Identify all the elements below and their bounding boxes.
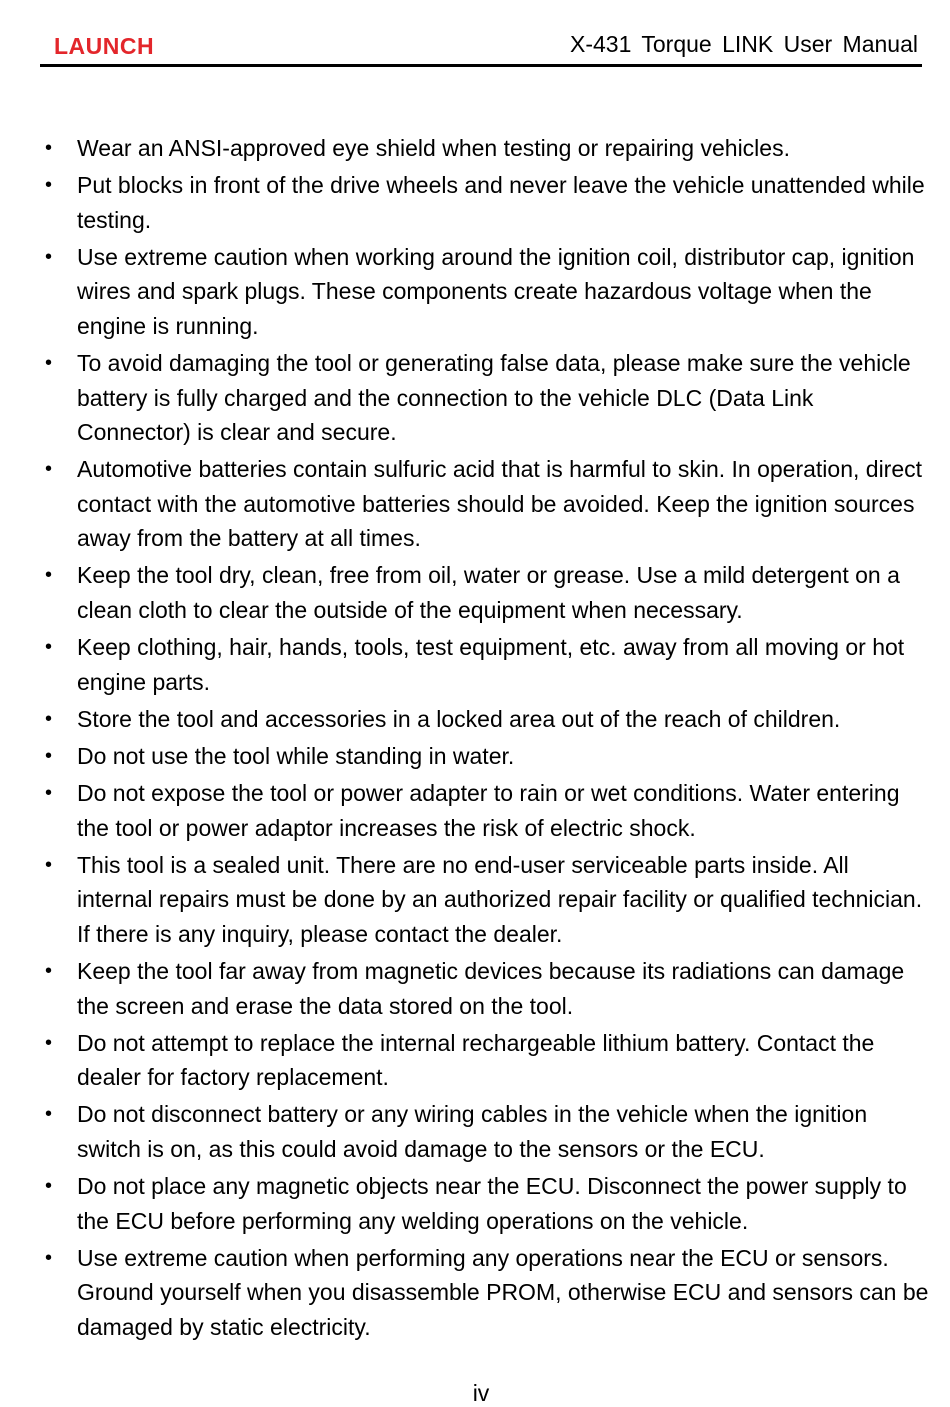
list-item-text: To avoid damaging the tool or generating false data, please make sure the vehicle battery is fully charged and the connection to the vehicle DLC (Data Link Connector) is clear and secure. [77,350,911,446]
list-item [0,702,950,737]
bullet-icon: • [45,745,53,767]
list-item-text: Keep the tool far away from magnetic devices because its radiations can damage the screen and erase the data stored on the tool. [77,958,905,1019]
list-item [0,630,950,699]
list-item [0,452,950,556]
bullet-icon: • [45,853,53,876]
list-item-text: Do not place any magnetic objects near the ECU. Disconnect the power supply to the ECU before performing any welding operations on the vehicle. [77,1173,907,1234]
list-item [0,558,950,627]
bullet-icon: • [45,636,53,659]
bullet-icon: • [45,1246,53,1269]
header-divider [40,64,922,67]
list-item [0,346,950,450]
list-item [0,168,950,237]
bullet-icon: • [45,1103,53,1126]
list-item [0,954,950,1023]
list-item [0,131,950,166]
bullet-icon: • [45,352,53,375]
list-item [0,1169,950,1238]
bullet-icon: • [45,1175,53,1198]
list-item-text: Wear an ANSI-approved eye shield when testing or repairing vehicles. [77,135,790,161]
list-item-text: Use extreme caution when working around the ignition coil, distributor cap, ignition wires and spark plugs. These components create hazardous voltage when the engine is running. [77,243,915,339]
brand-logo: LAUNCH [54,33,155,59]
safety-list [0,131,950,1347]
list-item [0,1097,950,1166]
bullet-icon: • [45,137,53,159]
list-item [0,848,950,952]
bullet-icon: • [45,564,53,587]
document-title: X-431 Torque LINK User Manual [570,31,918,57]
bullet-icon: • [45,960,53,983]
list-item-text: Do not use the tool while standing in water. [77,743,515,769]
list-item [0,240,950,344]
bullet-icon: • [45,458,53,481]
list-item-text: Do not disconnect battery or any wiring cables in the vehicle when the ignition switch is on, as this could avoid damage to the sensors or the ECU. [77,1101,868,1162]
bullet-icon: • [45,1031,53,1054]
page-number: iv [472,1380,490,1406]
list-item-text: Put blocks in front of the drive wheels and never leave the vehicle unattended while testing. [77,172,925,233]
list-item [0,1026,950,1095]
list-item-text: Do not expose the tool or power adapter to rain or wet conditions. Water entering the tool or power adaptor increases the risk of electric shock. [77,780,900,841]
list-item-text: This tool is a sealed unit. There are no end-user serviceable parts inside. All internal repairs must be done by an authorized repair facility or qualified technician. If there is any inquiry, please contact the dealer. [77,851,923,947]
list-item-text: Keep the tool dry, clean, free from oil, water or grease. Use a mild detergent on a clean cloth to clear the outside of the equipment when necessary. [77,562,900,623]
list-item [0,1241,950,1345]
list-item-text: Automotive batteries contain sulfuric acid that is harmful to skin. In operation, direct contact with the automotive batteries should be avoided. Keep the ignition sources away from the battery at all times. [77,456,923,552]
list-item [0,739,950,774]
list-item [0,776,950,845]
list-item-text: Store the tool and accessories in a locked area out of the reach of children. [77,705,841,732]
list-item-text: Use extreme caution when performing any operations near the ECU or sensors. Ground yourself when you disassemble PROM, otherwise ECU and sensors can be damaged by static electricity. [77,1244,929,1340]
bullet-icon: • [45,245,53,268]
list-item-text: Keep clothing, hair, hands, tools, test equipment, etc. away from all moving or hot engine parts. [77,634,905,695]
bullet-icon: • [45,174,53,197]
page-header [42,28,922,64]
bullet-icon: • [45,782,53,805]
bullet-icon: • [45,707,53,730]
list-item-text: Do not attempt to replace the internal rechargeable lithium battery. Contact the dealer for factory replacement. [77,1029,875,1091]
